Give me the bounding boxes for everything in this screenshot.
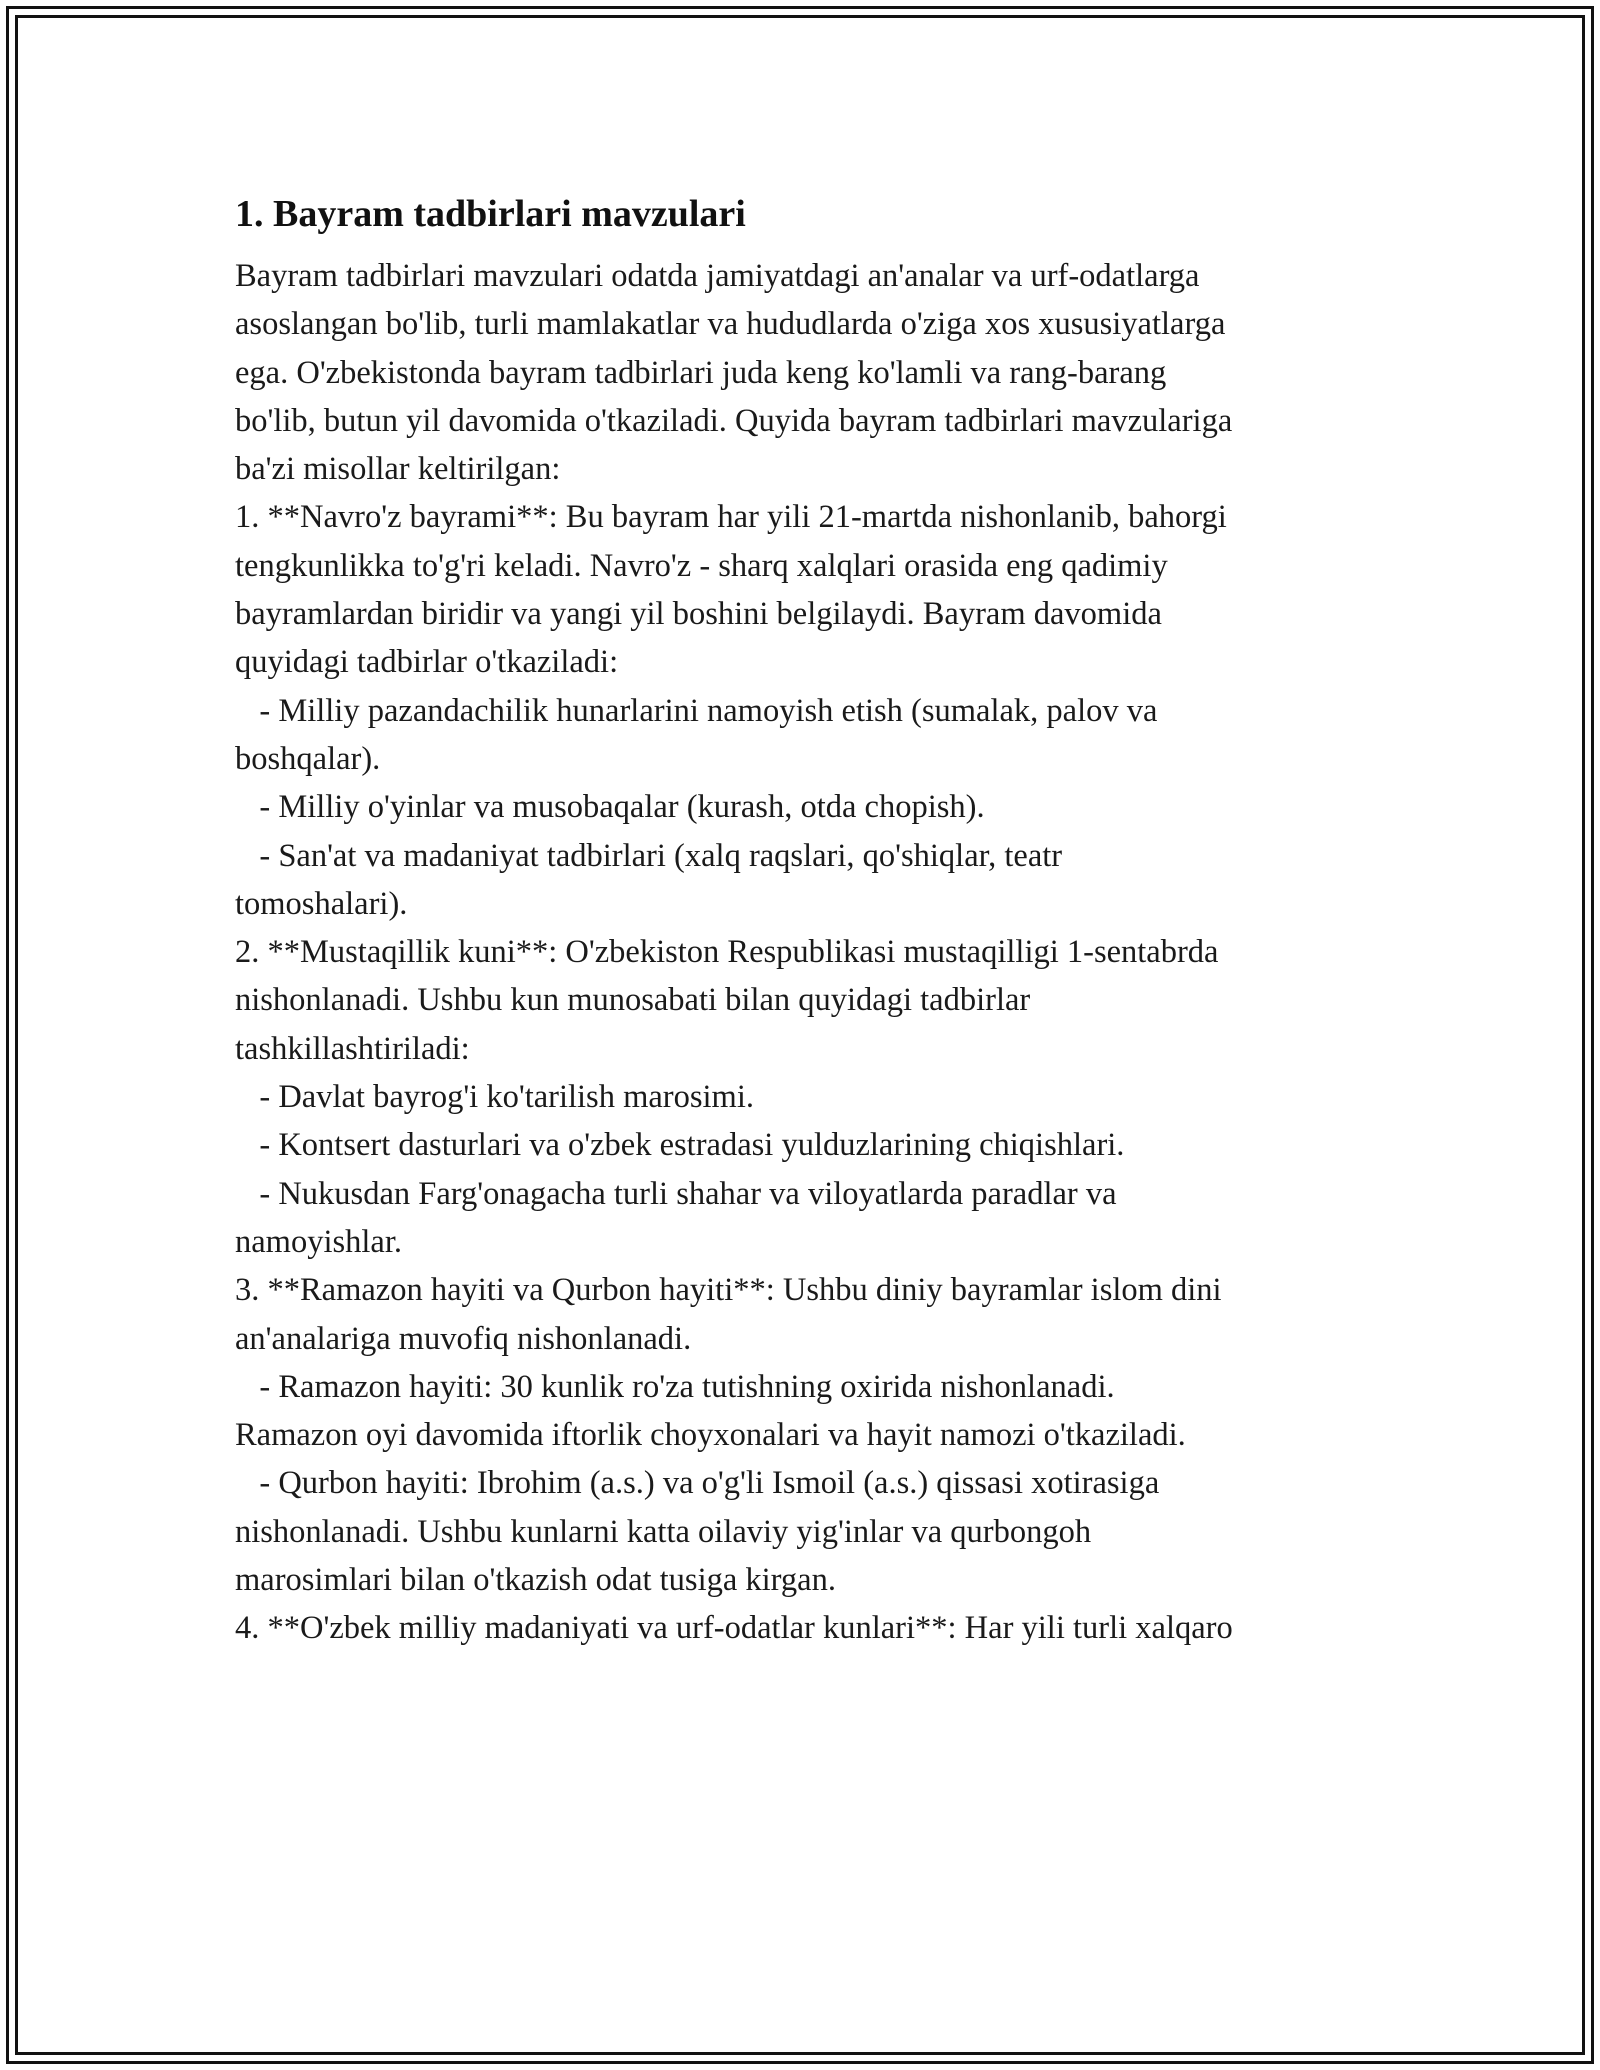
list-item-mustaqillik: 2. **Mustaqillik kuni**: O'zbekiston Respublikasi mustaqilligi 1-sentabrda nishonlanadi. Ushbu kun munosabati bilan quyidagi tadbirlar tashkillashtiriladi: - Davlat bayrog'i ko'tarilish marosimi. - Kontsert dasturlari va o'zbek estradasi yulduzlarining chiqishlari. - Nukusdan Farg'onagacha turli shahar va viloyatlarda paradlar va namoyishlar. bbox=[235, 934, 1219, 1260]
list-item-navroz: 1. **Navro'z bayrami**: Bu bayram har yili 21-martda nishonlanib, bahorgi tengkunlikka to'g'ri keladi. Navro'z - sharq xalqlari orasida eng qadimiy bayramlardan biridir va yangi yil boshini belgilaydi. Bayram davomida quyidagi tadbirlar o'tkaziladi: - Milliy pazandachilik hunarlarini namoyish etish (sumalak, palov va boshqalar). - Milliy o'yinlar va musobaqalar (kurash, otda chopish). - San'at va madaniyat tadbirlari (xalq raqslari, qo'shiqlar, teatr tomoshalari). bbox=[235, 499, 1227, 922]
section-heading: 1. Bayram tadbirlari mavzulari bbox=[235, 193, 746, 235]
list-item-madaniyat: 4. **O'zbek milliy madaniyati va urf-odatlar kunlari**: Har yili turli xalqaro bbox=[235, 1610, 1233, 1647]
list-item-hayitlar: 3. **Ramazon hayiti va Qurbon hayiti**: Ushbu diniy bayramlar islom dini an'analariga muvofiq nishonlanadi. - Ramazon hayiti: 30 kunlik ro'za tutishning oxirida nishonlanadi. Ramazon oyi davomida iftorlik choyxonalari va hayit namozi o'tkaziladi. - Qurbon hayiti: Ibrohim (a.s.) va o'g'li Ismoil (a.s.) qissasi xotirasiga nishonlanadi. Ushbu kunlarni katta oilaviy yig'inlar va qurbongoh marosimlari bilan o'tkazish odat tusiga kirgan. bbox=[235, 1272, 1222, 1599]
intro-paragraph: Bayram tadbirlari mavzulari odatda jamiyatdagi an'analar va urf-odatlarga asoslangan bo'lib, turli mamlakatlar va hududlarda o'ziga xos xususiyatlarga ega. O'zbekistonda bayram tadbirlari juda keng ko'lamli va rang-barang bo'lib, butun yil davomida o'tkaziladi. Quyida bayram tadbirlari mavzulariga ba'zi misollar keltirilgan: bbox=[235, 258, 1233, 488]
document-body bbox=[235, 186, 1385, 1653]
